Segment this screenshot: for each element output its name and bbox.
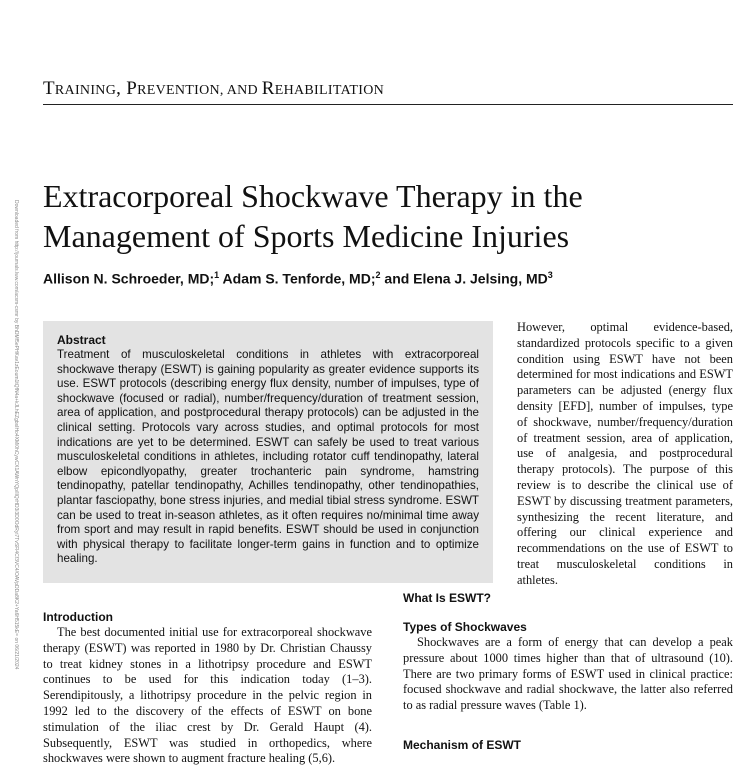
what-is-eswt-heading: What Is ESWT? xyxy=(403,591,491,605)
introduction-text: The best documented initial use for extracorporeal shockwave therapy (ESWT) was reported in 1980 by Dr. Christian Chaussy to treat kidney stones in a lithotripsy procedure and ESWT continues to be used for this indication today (1–3). Serendipitously, a lithotripsy procedure in the pelvic region in 1992 led to the discovery of the effects of ESWT on bone stimulation of the iliac crest by Dr. Gerald Haupt (4). Subsequently, ESWT was studied in orthopedics, where shockwaves were shown to augment fracture healing (5,6). xyxy=(43,625,372,766)
section-header xyxy=(43,78,733,105)
article-title: Extracorporeal Shockwave Therapy in the Management of Sports Medicine Injuries xyxy=(43,178,583,254)
section-header-text: TRAINING, PREVENTION, AND REHABILITATION xyxy=(43,78,385,99)
author-list: Allison N. Schroeder, MD;$^1$ Adam S. Tenforde, MD;$^2$ and Elena J. Jelsing, $MD^3$ xyxy=(43,270,553,287)
abstract-text: Treatment of musculoskeletal conditions in athletes with extracorporeal shockwave therapy (ESWT) is gaining popularity as greater evidence supports its use. ESWT protocols (describing energy flux density, number of impulses, type of shockwave (focused or radial), number/frequency/duration of treatment session, area of application, and postprocedural therapy protocols) can be adjusted in the clinical setting. Protocols vary across studies, and optimal protocols for most indications are yet to be determined. ESWT can safely be used to treat various musculoskeletal conditions in athletes, including rotator cuff tendinopathy, lateral elbow epicondlyopathy, greater trochanteric pain syndrome, hamstring tendinopathy, patellar tendinopathy, Achilles tendinopathy, other tendinopathies, plantar fasciopathy, bone stress injuries, and medial tibial stress syndrome. ESWT can be used to treat in-season athletes, as it often requires no/minimal time away from sport and may result in rapid benefits. ESWT should be used in conjunction with physical therapy to facilitate longer-term gains in function and to optimize healing. xyxy=(57,348,479,566)
abstract-heading: Abstract xyxy=(57,333,106,347)
mechanism-heading: Mechanism of ESWT xyxy=(403,738,522,752)
types-of-shockwaves-text: Shockwaves are a form of energy that can develop a peak pressure about 1000 times higher than that of ultrasound (10). There are two primary forms of ESWT used in clinical practice: focused shockwave and radial shockwave, the latter also referred to as radial pressure waves (Table 1). xyxy=(403,635,733,713)
introduction-heading: Introduction xyxy=(43,610,113,624)
download-watermark: Downloaded from http://journals.lww.com/acsm-csmr by BhDMf5ePHKav1zEoum1tQfN4a+kJLhEZgbsIHo4XMi0hCywCX1AWnYQp/IlQrHD3i3D0OdRyi7TvSFl4Cf3VC4/OAVpDDa8K2+Ya6H515kE= on 06/21/2024 xyxy=(13,200,19,670)
intro-continuation: However, optimal evidence-based, standardized protocols specific to a given condition using ESWT have not been determined for most indications and ESWT parameters can be adjusted (energy flux density [EFD], number of impulses, type of shockwave, number/frequency/duration of treatment session, area of application, use of analgesia, and postprocedural therapy protocols). The purpose of this review is to describe the clinical use of ESWT by discussing treatment parameters, synthesizing the recent literature, and offering our clinical experience and recommendations on the use of ESWT to treat musculoskeletal conditions in athletes. xyxy=(517,320,733,587)
abstract-box xyxy=(43,321,493,583)
types-of-shockwaves-heading: Types of Shockwaves xyxy=(403,620,527,634)
